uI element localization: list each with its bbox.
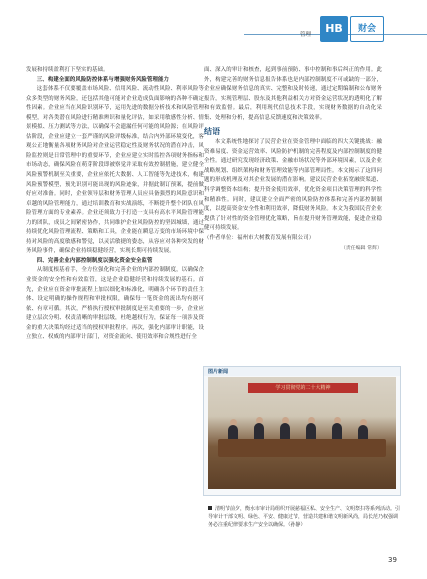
left-column (26, 66, 204, 343)
paragraph: 这套体系不仅要覆盖市场风险、信用风险、流动性风险、利率风险等众多类型的财务风险，还包括其他可能对企业造成负面影响的各种不确定性因素。企业应当在风险识别环节，运用先进的数据分析技术和风险管理模型，对各类潜在风险进行精准辨识和量化评估，如采用敏感性分析、情景模拟、压力测试等方法，以确保不会遗漏任何可能的风险源；在风险评估阶段，企业应建立一套严谨的风险评级标准，结合内外部环境变化，客观公正地衡量各项财务风险对企业运营稳定性及财务状况的潜在冲击，风险监控则是日常管理中的重要环节，企业应建立实时监控各项财务指标和市场动态，确保风险在萌芽阶段即被察觉并采取有效控制措施，建立健全风险预警机制至关重要，企业应依托大数据、人工智能等先进技术，构建风险预警模型，预先识别可能出现的风险迹象，并据此制订预案，提前做好应对准备。同时，企业领导层和财务管理人员应具备强烈的风险意识和卓越的风险管理能力，通过培训教育和实战演练，不断提升整个团队在风险管理方面的专业素养。企业还须致力于打造一支具有高水平风险管理能力的团队，成员之间紧密协作，共同维护企业风险防控的坚固城墙，通过持续优化风险管理流程、策略和工具，企业能在瞬息万变的市场环境中保持对风险的高度敏感和警觉，以灵活敏捷的姿态，从容应对各种突发的财务风险事件，确保企业持续稳健经营，实现长期可持续发展。 (26, 86, 204, 255)
wall-banner-text: 学习贯彻党的二十大精神 (275, 385, 331, 391)
paragraph: 从制度根基看手，全方位强化和完善企业的内部控制制度，以确保企业资金的安全性和有效监管，这是企业稳健经营和持续发展的基石。首先，企业应在资金审批流程上加以细化和标准化，明确各个环节的责任主体、设定明确的操作规程和审批权限，确保每一笔资金的流出均有据可依、有章可循。其次，严格执行授权审批制度是至关重要的一步，企业应建立层次分明、权责清晰的审批层级，杜绝越权行为，保证每一项涉及资金的重大决策均经过适当的授权审批程序。再次，强化内部审计职能，设立独立、权威的内部审计部门，对资金流向、使用效率和合规性进行全 (26, 267, 204, 341)
caption-bullet-icon (208, 506, 212, 510)
photo-caption (208, 505, 401, 529)
meeting-table (218, 439, 386, 457)
editor-credit: （责任编辑 常辉） (341, 246, 382, 252)
page-number: 39 (388, 556, 397, 564)
magazine-stamp: 财会 (350, 16, 384, 42)
meeting-photo (208, 377, 396, 489)
header-section-label: 管理 (300, 32, 312, 38)
wall-banner (248, 383, 358, 393)
photo-news-tag: 图片新闻 (208, 369, 229, 375)
photo-header-bar (204, 367, 400, 376)
right-column (204, 66, 382, 253)
magazine-logo: HB (320, 16, 348, 42)
author-affiliation: （作者单位：福州市大树教育发展有限公司） (204, 234, 315, 241)
conclusion-title: 结语 (204, 126, 221, 137)
paragraph: 发展和持续盈利打下坚实的基础。 (26, 67, 109, 73)
section-heading: 三、构建全面的风险防控体系与增强财务风险管理能力 (36, 76, 170, 83)
news-photo-box (203, 366, 401, 496)
section-heading: 四、完善企业内部控制制度以强化资金安全监管 (36, 257, 153, 264)
paragraph: 面、深入的审计和核查，起到事前预防、事中控制和事后纠正的作用。此外，构建完善的财务信息报告体系也是内部控制制度不可或缺的一部分，企业应确保财务信息的真实、完整和及时传递，通过定期编制和公布财务报告，实现管理层、股东及其他利益相关方对资金运营状况的透明化了解和有效监督。最后，利用现代信息技术手段，实现财务数据的自动化采集、处理和分析，提高信息反馈速度和决策效率。 (204, 67, 382, 121)
photo-caption-text: 清明节前夕，衡水市审计局组织开展慈福区私、安全生产、文明祭扫等系列活动。引导审计干部文明、绿色、平安、健康过节，营造共建和谐文明新风尚，局长范乃权强调务必注重纪律要求生产安全以确保。（孙静） (208, 506, 401, 528)
paragraph: 本文系统性地探讨了民营企业在资金管理中面临的四大关键挑战：融资难易度、资金运营效率、风险防护机制的完善程度及内部控制制度的健全性。通过研究发现经济政策、金融市场状况等外部环境因素，以及企业战略规划、组织架构和财务管理效能等内部管理局性。本文揭示了这四问题的形成机理及对其企业发展的潜在影响。建议民营企业拓宽融资渠道、科学调整资本结构；提升资金使用效率，优化资金项目决策管理的科学性和精准性。同时，建议建立全面严密的风险防控体系和完善内部控制制度，以提高资金安全性和利用效率，降低财务风险。本文为我国民营企业提供了针对性的资金管理优化策略，旨在提升财务管理效能，促进企业稳健可持续发展。 (204, 139, 382, 232)
